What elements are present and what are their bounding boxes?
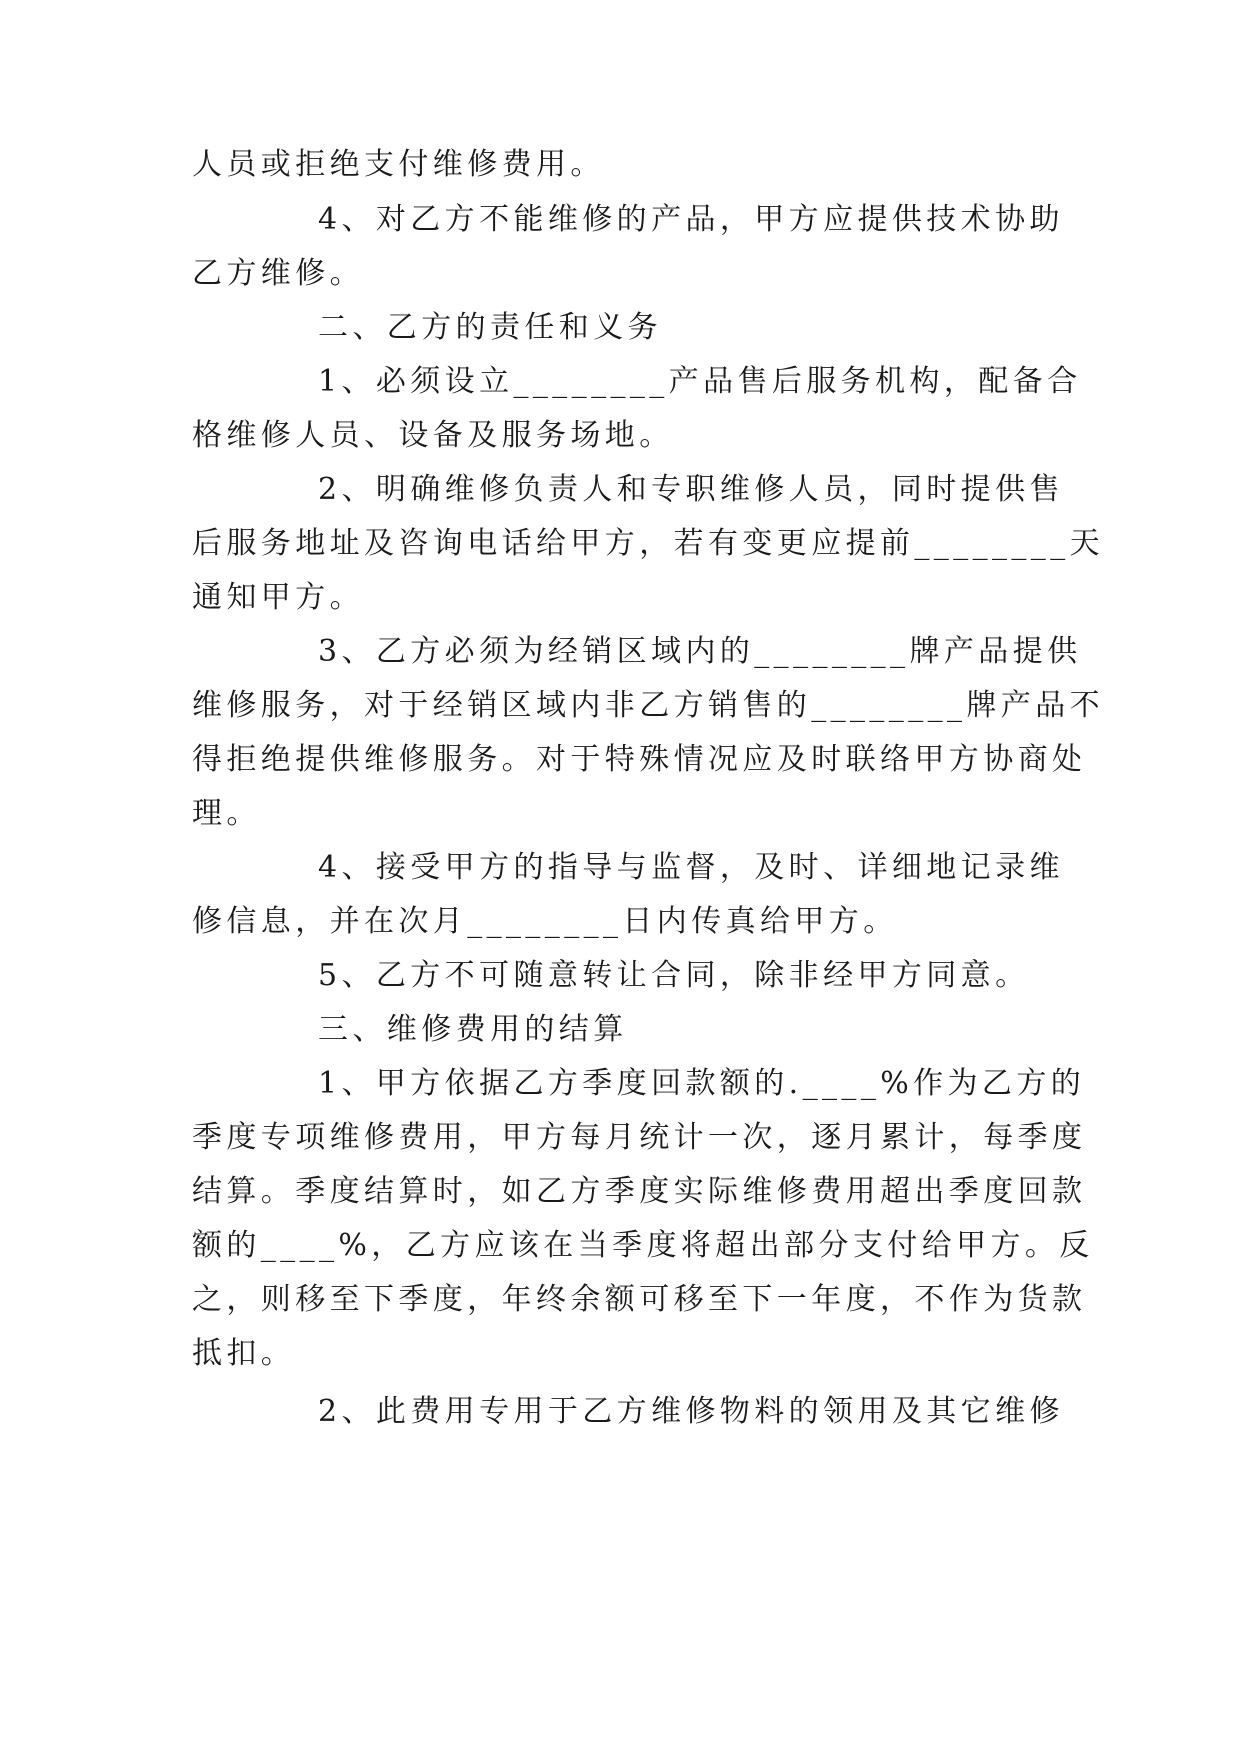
text-line: 格维修人员、设备及服务场地。 <box>192 418 674 453</box>
text-line: 4、对乙方不能维修的产品，甲方应提供技术协助 <box>318 202 1064 237</box>
text-line: 3、乙方必须为经销区域内的________牌产品提供 <box>318 634 1082 669</box>
text-line: 之，则移至下季度，年终余额可移至下一年度，不作为货款 <box>192 1282 1087 1317</box>
text-line: 修信息，并在次月________日内传真给甲方。 <box>192 904 898 939</box>
section-heading: 三、维修费用的结算 <box>318 1012 628 1047</box>
text-line: 季度专项维修费用，甲方每月统计一次，逐月累计，每季度 <box>192 1120 1087 1155</box>
section-heading: 二、乙方的责任和义务 <box>318 310 662 345</box>
text-line: 1、必须设立________产品售后服务机构，配备合 <box>318 364 1082 399</box>
text-line: 理。 <box>192 796 261 831</box>
text-line: 2、此费用专用于乙方维修物料的领用及其它维修 <box>318 1394 1064 1429</box>
text-line: 4、接受甲方的指导与监督，及时、详细地记录维 <box>318 850 1064 885</box>
text-line: 额的____%，乙方应该在当季度将超出部分支付给甲方。反 <box>192 1228 1094 1263</box>
text-line: 后服务地址及咨询电话给甲方，若有变更应提前________天 <box>192 526 1104 561</box>
text-line: 维修服务，对于经销区域内非乙方销售的________牌产品不 <box>192 688 1104 723</box>
text-line: 乙方维修。 <box>192 256 364 291</box>
text-line: 结算。季度结算时，如乙方季度实际维修费用超出季度回款 <box>192 1174 1087 1209</box>
text-line: 抵扣。 <box>192 1336 296 1371</box>
text-line: 得拒绝提供维修服务。对于特殊情况应及时联络甲方协商处 <box>192 742 1087 777</box>
text-line: 通知甲方。 <box>192 580 364 615</box>
text-line: 5、乙方不可随意转让合同，除非经甲方同意。 <box>318 958 1030 993</box>
text-line: 人员或拒绝支付维修费用。 <box>192 147 605 182</box>
text-line: 1、甲方依据乙方季度回款额的.____%作为乙方的 <box>318 1066 1086 1101</box>
text-line: 2、明确维修负责人和专职维修人员，同时提供售 <box>318 472 1064 507</box>
